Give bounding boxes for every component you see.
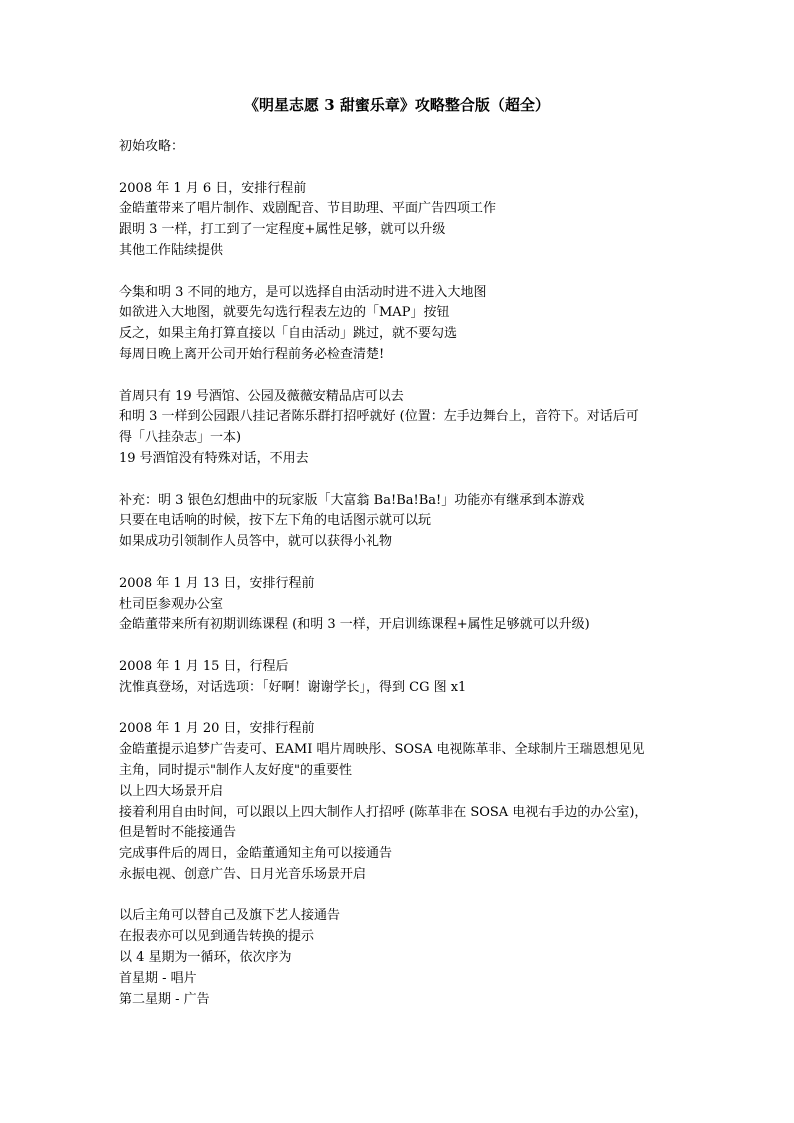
document-body	[119, 137, 689, 1010]
text-line: 以上四大场景开启	[119, 783, 224, 799]
text-line: 金皓董带来了唱片制作、戏剧配音、节目助理、平面广告四项工作	[119, 201, 497, 217]
blank-line	[119, 158, 689, 179]
text-line: 但是暂时不能接通告	[119, 825, 237, 841]
text-line: 19 号酒馆没有特殊对话，不用去	[119, 450, 309, 466]
text-line: 首星期 - 唱片	[119, 970, 197, 986]
blank-line	[119, 636, 689, 657]
text-line: 如果成功引领制作人员答中，就可以获得小礼物	[119, 534, 393, 550]
text-line: 金皓董提示追梦广告麦可、EAMI 唱片周映彤、SOSA 电视陈革非、全球制片王瑞恩想见见	[119, 742, 645, 758]
blank-line	[119, 366, 689, 387]
text-line: 沈惟真登场，对话选项：「好啊！谢谢学长」，得到 CG 图 x1	[119, 679, 467, 695]
blank-line	[119, 699, 689, 720]
text-line: 其他工作陆续提供	[119, 242, 224, 258]
text-line: 只要在电话响的时候，按下左下角的电话图示就可以玩	[119, 513, 432, 529]
text-line: 2008 年 1 月 15 日，行程后	[119, 658, 289, 674]
text-line: 跟明 3 一样，打工到了一定程度+属性足够，就可以升级	[119, 222, 446, 238]
text-line: 接着利用自由时间，可以跟以上四大制作人打招呼 (陈革非在 SOSA 电视右手边的办公室)，	[119, 804, 648, 820]
text-line: 今集和明 3 不同的地方，是可以选择自由活动时进不进入大地图	[119, 284, 487, 300]
text-line: 反之，如果主角打算直接以「自由活动」跳过，就不要勾选	[119, 326, 458, 342]
document-title: 《明星志愿 3 甜蜜乐章》攻略整合版（超全）	[244, 96, 550, 114]
text-line: 杜司臣参观办公室	[119, 596, 224, 612]
blank-line	[119, 886, 689, 907]
text-line: 永振电视、创意广告、日月光音乐场景开启	[119, 866, 367, 882]
text-line: 2008 年 1 月 20 日，安排行程前	[119, 721, 315, 737]
text-line: 首周只有 19 号酒馆、公园及薇薇安精品店可以去	[119, 388, 404, 404]
text-line: 完成事件后的周日，金皓董通知主角可以接通告	[119, 846, 393, 862]
text-line: 金皓董带来所有初期训练课程 (和明 3 一样，开启训练课程+属性足够就可以升级)	[119, 617, 590, 633]
text-line: 在报表亦可以见到通告转换的提示	[119, 929, 315, 945]
blank-line	[119, 553, 689, 574]
text-line: 以 4 星期为一循环，依次序为	[119, 950, 292, 966]
text-line: 初始攻略：	[119, 139, 185, 154]
text-line: 每周日晚上离开公司开始行程前务必检查清楚!	[119, 346, 385, 362]
blank-line	[119, 262, 689, 283]
text-line: 主角，同时提示"制作人友好度"的重要性	[119, 762, 352, 778]
text-line: 以后主角可以替自己及旗下艺人接通告	[119, 908, 341, 924]
text-line: 2008 年 1 月 13 日，安排行程前	[119, 575, 315, 591]
text-line: 第二星期 - 广告	[119, 991, 210, 1007]
text-line: 得「八挂杂志」一本)	[119, 430, 242, 446]
text-line: 和明 3 一样到公园跟八挂记者陈乐群打招呼就好 (位置：左手边舞台上，音符下。对话后可	[119, 409, 639, 425]
blank-line	[119, 470, 689, 491]
text-line: 补充：明 3 银色幻想曲中的玩家版「大富翁 Ba!Ba!Ba!」功能亦有继承到本游戏	[119, 492, 585, 508]
text-line: 2008 年 1 月 6 日，安排行程前	[119, 180, 307, 196]
text-line: 如欲进入大地图，就要先勾选行程表左边的「MAP」按钮	[119, 305, 450, 321]
